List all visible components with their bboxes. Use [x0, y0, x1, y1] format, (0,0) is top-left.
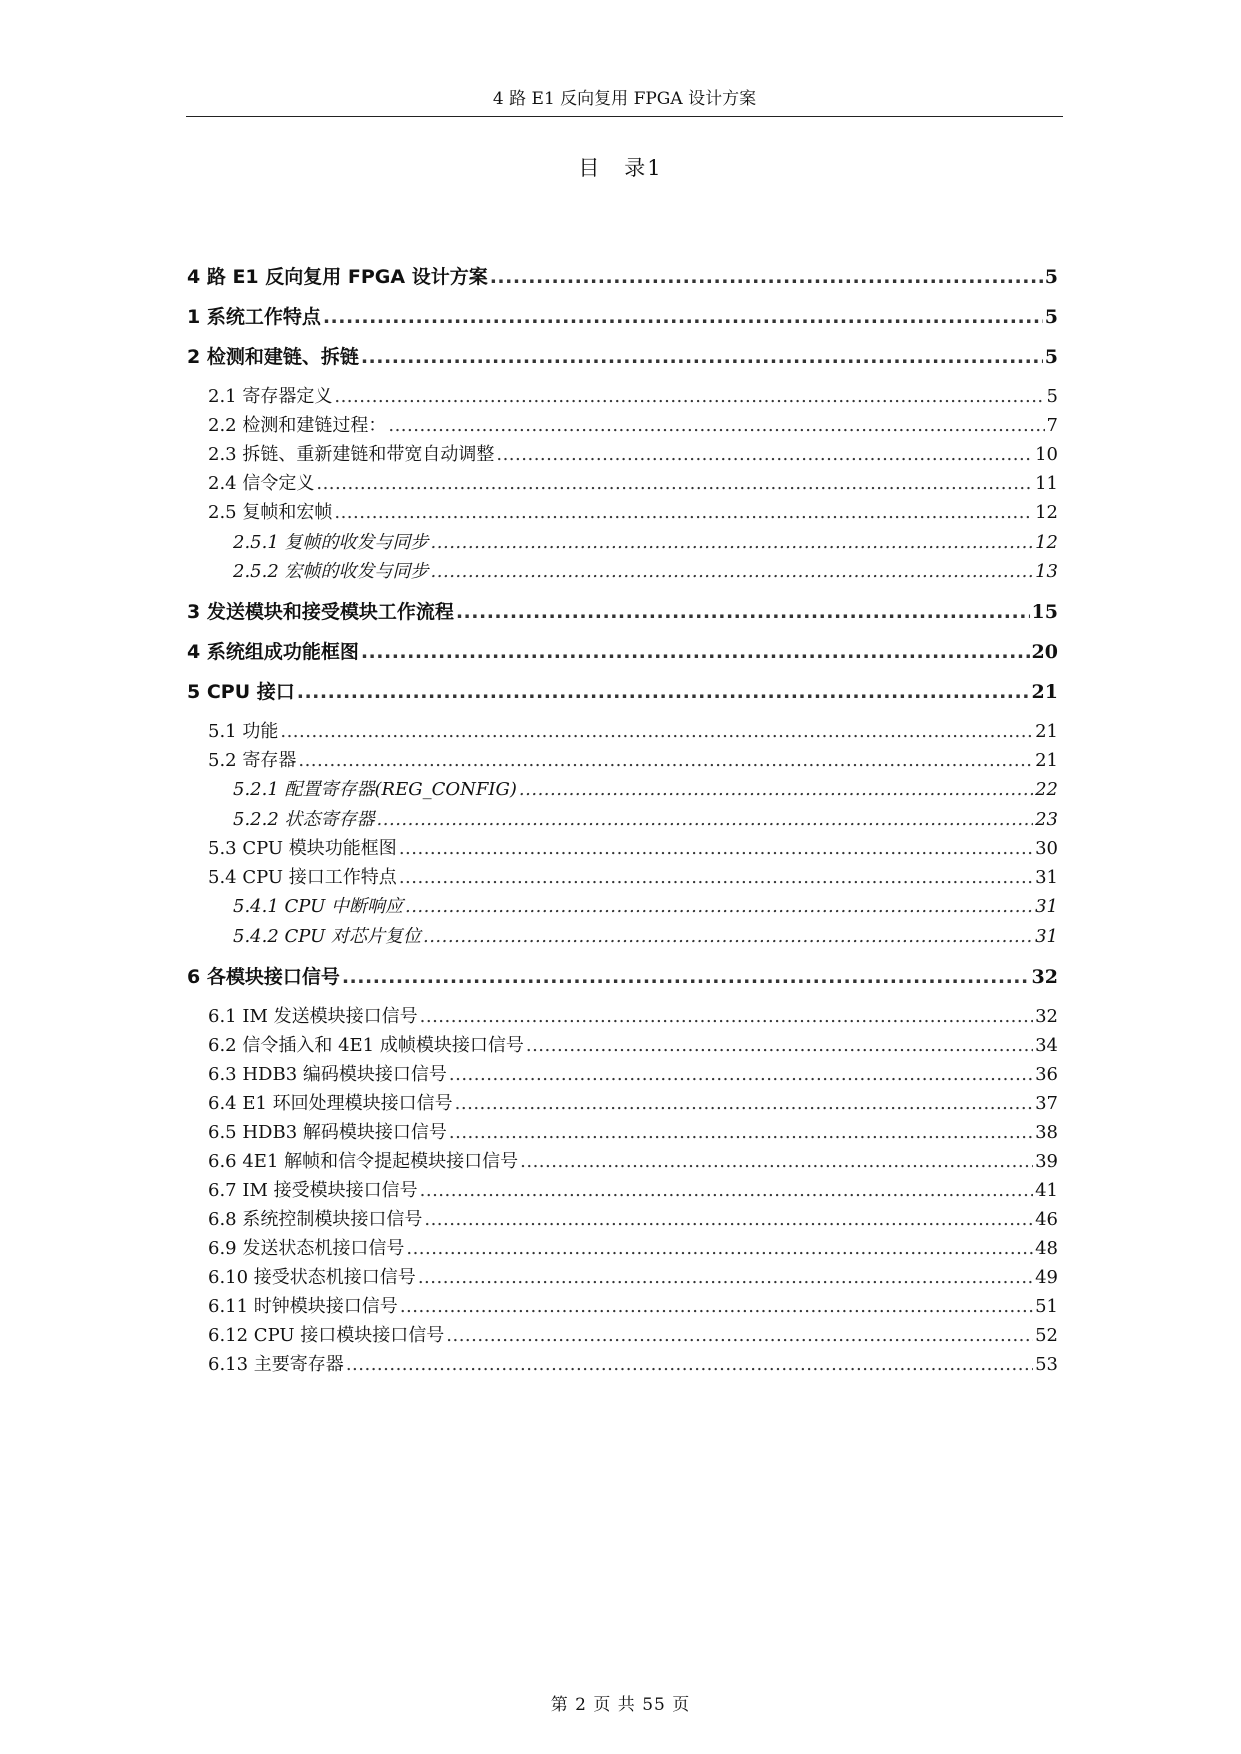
toc-entry[interactable]	[187, 1350, 1058, 1376]
toc-entry-page: 39	[1035, 1151, 1058, 1172]
toc-entry-title: 6.1 IM 发送模块接口信号	[208, 1006, 418, 1027]
toc-entry-page: 30	[1035, 838, 1058, 859]
toc-entry-page: 22	[1035, 779, 1058, 800]
toc-entry[interactable]	[187, 775, 1058, 801]
toc-dot-leader	[298, 750, 1033, 771]
toc-entry-page: 12	[1035, 502, 1058, 523]
toc-entry-page: 51	[1035, 1296, 1058, 1317]
toc-entry[interactable]	[187, 1147, 1058, 1173]
toc-entry-title: 6.4 E1 环回处理模块接口信号	[208, 1093, 453, 1114]
toc-dot-leader	[297, 681, 1030, 703]
toc-entry-page: 31	[1035, 896, 1058, 917]
toc-entry-title: 6.9 发送状态机接口信号	[208, 1238, 405, 1259]
toc-entry-title: 6.11 时钟模块接口信号	[208, 1296, 398, 1317]
toc-entry-title: 5.1 功能	[208, 721, 279, 742]
toc-entry-page: 11	[1035, 473, 1058, 494]
toc-entry[interactable]	[187, 557, 1058, 583]
toc-dot-leader	[377, 809, 1034, 830]
toc-entry-page: 21	[1035, 750, 1058, 771]
toc-entry[interactable]	[187, 863, 1058, 889]
toc-dot-leader	[342, 966, 1030, 988]
toc-entry-title: 2.5.1 复帧的收发与同步	[233, 532, 429, 553]
toc-dot-leader	[405, 896, 1033, 917]
toc-entry[interactable]	[187, 440, 1058, 466]
toc-dot-leader	[520, 1151, 1033, 1172]
toc-entry[interactable]	[187, 805, 1058, 831]
toc-entry-title: 6.2 信令插入和 4E1 成帧模块接口信号	[208, 1035, 524, 1056]
toc-dot-leader	[423, 926, 1033, 947]
toc-entry-title: 6 各模块接口信号	[187, 966, 340, 988]
toc-entry-title: 6.7 IM 接受模块接口信号	[208, 1180, 418, 1201]
toc-entry[interactable]	[187, 892, 1058, 918]
toc-dot-leader	[280, 721, 1033, 742]
toc-entry-title: 2.3 拆链、重新建链和带宽自动调整	[208, 444, 495, 465]
toc-entry-title: 5.2.1 配置寄存器(REG_CONFIG)	[233, 779, 517, 800]
toc-entry-title: 2.1 寄存器定义	[208, 386, 333, 407]
toc-entry-title: 2.4 信令定义	[208, 473, 315, 494]
toc-entry[interactable]	[187, 1321, 1058, 1347]
toc-entry-title: 1 系统工作特点	[187, 306, 321, 328]
toc-entry-page: 46	[1035, 1209, 1058, 1230]
toc-entry-page: 38	[1035, 1122, 1058, 1143]
toc-dot-leader	[496, 444, 1033, 465]
toc-entry-title: 2.5 复帧和宏帧	[208, 502, 333, 523]
toc-dot-leader	[346, 1354, 1033, 1375]
toc-entry-page: 5	[1044, 306, 1058, 328]
toc-entry-page: 7	[1046, 415, 1058, 436]
toc-dot-leader	[418, 1267, 1033, 1288]
toc-entry-page: 15	[1031, 601, 1058, 623]
toc-entry-page: 34	[1035, 1035, 1058, 1056]
toc-dot-leader	[361, 346, 1043, 368]
toc-dot-leader	[526, 1035, 1033, 1056]
toc-entry-page: 36	[1035, 1064, 1058, 1085]
toc-entry[interactable]	[187, 1002, 1058, 1028]
toc-dot-leader	[420, 1180, 1033, 1201]
toc-entry[interactable]	[187, 1234, 1058, 1260]
toc-entry-page: 53	[1035, 1354, 1058, 1375]
page-footer: 第 2 页 共 55 页	[550, 1695, 691, 1715]
toc-entry[interactable]	[187, 637, 1058, 664]
toc-entry-title: 2.5.2 宏帧的收发与同步	[233, 561, 429, 582]
toc-entry-page: 20	[1031, 641, 1058, 663]
toc-entry-title: 5.2 寄存器	[208, 750, 297, 771]
page-header	[186, 88, 1063, 117]
toc-dot-leader	[431, 532, 1034, 553]
toc-entry-page: 41	[1035, 1180, 1058, 1201]
toc-entry-title: 5.4.1 CPU 中断响应	[233, 896, 403, 917]
toc-entry[interactable]	[187, 717, 1058, 743]
toc-entry-page: 49	[1035, 1267, 1058, 1288]
toc-dot-leader	[424, 1209, 1033, 1230]
toc-entry[interactable]	[187, 1263, 1058, 1289]
toc-dot-leader	[446, 1325, 1033, 1346]
toc-entry-title: 2.2 检测和建链过程：	[208, 415, 387, 436]
header-title: 4 路 E1 反向复用 FPGA 设计方案	[492, 89, 757, 109]
toc-entry[interactable]	[187, 1118, 1058, 1144]
toc-entry[interactable]	[187, 1089, 1058, 1115]
toc-entry-title: 6.3 HDB3 编码模块接口信号	[208, 1064, 447, 1085]
toc-entry-title: 5 CPU 接口	[187, 681, 295, 703]
toc-entry[interactable]	[187, 302, 1058, 329]
toc-entry-page: 10	[1035, 444, 1058, 465]
toc-entry-page: 23	[1035, 809, 1058, 830]
toc-entry-title: 6.12 CPU 接口模块接口信号	[208, 1325, 445, 1346]
toc-entry-page: 21	[1035, 721, 1058, 742]
toc-entry-title: 3 发送模块和接受模块工作流程	[187, 601, 454, 623]
toc-dot-leader	[519, 779, 1033, 800]
toc-entry-title: 4 系统组成功能框图	[187, 641, 359, 663]
toc-entry-title: 6.6 4E1 解帧和信令提起模块接口信号	[208, 1151, 519, 1172]
toc-entry-title: 6.5 HDB3 解码模块接口信号	[208, 1122, 447, 1143]
toc-entry-title: 6.13 主要寄存器	[208, 1354, 344, 1375]
toc-entry[interactable]	[187, 677, 1058, 704]
toc-entry-page: 52	[1035, 1325, 1058, 1346]
toc-dot-leader	[323, 306, 1043, 328]
toc-entry[interactable]	[187, 962, 1058, 989]
toc-entry[interactable]	[187, 262, 1058, 289]
toc-dot-leader	[420, 1006, 1033, 1027]
toc-entry-page: 12	[1035, 532, 1058, 553]
toc-dot-leader	[361, 641, 1030, 663]
toc-dot-leader	[456, 601, 1030, 623]
toc-entry-page: 21	[1031, 681, 1058, 703]
toc-entry-page: 37	[1035, 1093, 1058, 1114]
toc-entry[interactable]	[187, 1205, 1058, 1231]
toc-entry[interactable]	[187, 411, 1058, 437]
toc-entry[interactable]	[187, 382, 1058, 408]
toc-entry[interactable]	[187, 746, 1058, 772]
toc-entry-title: 2 检测和建链、拆链	[187, 346, 359, 368]
toc-entry-page: 5	[1044, 346, 1058, 368]
toc-entry[interactable]	[187, 834, 1058, 860]
toc-dot-leader	[490, 266, 1043, 288]
toc-dot-leader	[316, 473, 1033, 494]
toc-entry-title: 6.10 接受状态机接口信号	[208, 1267, 416, 1288]
toc-dot-leader	[455, 1093, 1033, 1114]
toc-dot-leader	[449, 1122, 1033, 1143]
toc-entry-title: 4 路 E1 反向复用 FPGA 设计方案	[187, 266, 488, 288]
toc-entry-page: 32	[1031, 966, 1058, 988]
toc-entry[interactable]	[187, 597, 1058, 624]
toc-entry-page: 5	[1046, 386, 1058, 407]
toc-entry[interactable]	[187, 469, 1058, 495]
toc-entry[interactable]	[187, 1031, 1058, 1057]
toc-entry[interactable]	[187, 498, 1058, 524]
toc-entry-page: 31	[1035, 867, 1058, 888]
toc-dot-leader	[334, 386, 1044, 407]
toc-dot-leader	[388, 415, 1044, 436]
toc-dot-leader	[449, 1064, 1033, 1085]
toc-dot-leader	[406, 1238, 1033, 1259]
toc-entry[interactable]	[187, 922, 1058, 948]
toc-entry-page: 13	[1035, 561, 1058, 582]
toc-entry-title: 5.4 CPU 接口工作特点	[208, 867, 397, 888]
toc-entry[interactable]	[187, 528, 1058, 554]
toc-entry[interactable]	[187, 1292, 1058, 1318]
toc-entry[interactable]	[187, 1060, 1058, 1086]
toc-entry-title: 5.3 CPU 模块功能框图	[208, 838, 397, 859]
toc-entry[interactable]	[187, 342, 1058, 369]
toc-entry-page: 31	[1035, 926, 1058, 947]
toc-entry-page: 32	[1035, 1006, 1058, 1027]
toc-entry-title: 5.4.2 CPU 对芯片复位	[233, 926, 421, 947]
toc-dot-leader	[334, 502, 1033, 523]
toc-entry-page: 5	[1044, 266, 1058, 288]
toc-dot-leader	[431, 561, 1034, 582]
toc-title: 目 录1	[578, 156, 663, 180]
toc-entry-page: 48	[1035, 1238, 1058, 1259]
toc-dot-leader	[399, 838, 1033, 859]
toc-dot-leader	[400, 1296, 1033, 1317]
toc-dot-leader	[399, 867, 1033, 888]
toc-entry-title: 5.2.2 状态寄存器	[233, 809, 375, 830]
toc-entry-title: 6.8 系统控制模块接口信号	[208, 1209, 423, 1230]
toc-entry[interactable]	[187, 1176, 1058, 1202]
